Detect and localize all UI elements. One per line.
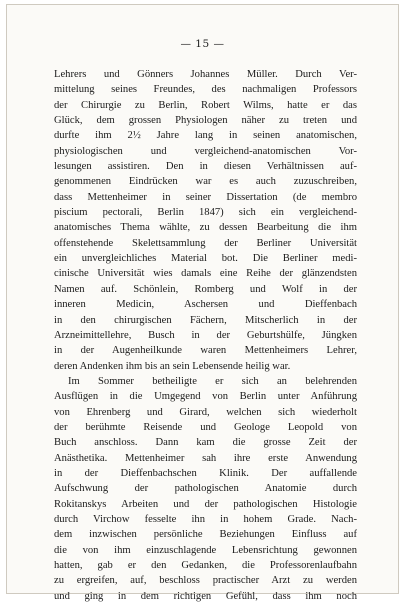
text-line: Im Sommer betheiligte er sich an belehrenden — [68, 375, 357, 387]
page-number: — 15 — — [180, 38, 225, 50]
text-line: Anästhetika. Mettenheimer sah ihre erste Anwendung — [54, 452, 357, 464]
text-line: zu ergreifen, auf, beschloss practischer Arzt zu werden — [54, 575, 357, 587]
text-line: piscium pectorali, Berlin 1847) sich ein vergleichend- — [54, 207, 357, 219]
text-line: lesungen assistiren. Den in diesen Verhältnissen auf- — [54, 161, 357, 173]
text-line: durch Virchow fesselte ihn in hohem Grade. Nach- — [54, 513, 357, 525]
text-line: physiologischen und vergleichend-anatomischen Vor- — [54, 145, 357, 157]
text-line: in der Dieffenbachschen Klinik. Der auffallende — [54, 467, 357, 479]
text-line: hatten, gab er den Gedanken, die Professorenlaufbahn — [54, 560, 357, 571]
text-line: in den chirurgischen Fächern, Mitscherlich in der — [54, 314, 357, 326]
text-line: ein unvergleichliches Material bot. Die Berliner medi- — [54, 253, 357, 265]
text-line: die von ihm einzuschlagende Lebensrichtung gewonnen — [54, 544, 357, 556]
text-line: cinische Universität wies damals eine Reihe der glänzendsten — [54, 268, 357, 280]
text-line: Aufschwung der pathologischen Anatomie durch — [54, 483, 357, 495]
text-line: Glück, dem grossen Physiologen näher zu treten und — [54, 115, 357, 127]
text-line: Rokitanskys Arbeiten und der pathologischen Histologie — [54, 498, 357, 510]
text-line: anatomisches Thema wählte, zu dessen Bearbeitung die ihm — [54, 222, 357, 234]
text-line: in der Augenheilkunde waren Mettenheimers Lehrer, — [54, 345, 357, 357]
text-line: und ging in dem richtigen Gefühl, dass ihm noch — [54, 590, 357, 602]
text-line: Arzneimittellehre, Busch in der Geburtshülfe, Jüngken — [54, 329, 357, 341]
text-line: Lehrers und Gönners Johannes Müller. Durch Ver- — [54, 69, 357, 80]
text-line: genommenen Eindrücken war es auch zuzuschreiben, — [54, 176, 357, 188]
text-line: durfte ihm 2½ Jahre lang in seinen anatomischen, — [54, 130, 357, 142]
body-text — [54, 67, 357, 604]
text-line: von Ehrenberg und Girard, welchen sich wiederholt — [54, 406, 357, 418]
text-line: inneren Medicin, Aschersen und Dieffenbach — [54, 299, 357, 311]
book-page — [6, 4, 399, 602]
text-line: deren Andenken ihm bis an sein Lebensende heilig war. — [54, 360, 291, 372]
text-line: mittelung seines Freundes, des nachmaligen Professors — [54, 84, 357, 96]
text-line: der berühmte Reisende und Geologe Leopold von — [54, 421, 357, 433]
text-line: dem inzwischen persönliche Beziehungen Einfluss auf — [54, 529, 357, 541]
text-line: der Chirurgie zu Berlin, Robert Wilms, hatte er das — [54, 99, 357, 111]
text-line: Buch anschloss. Dann kam die grosse Zeit der — [54, 437, 357, 449]
text-line: offenstehende Skelettsammlung der Berliner Universität — [54, 237, 357, 249]
text-line: Namen auf. Schönlein, Romberg und Wolf in der — [54, 283, 357, 295]
text-line: Ausflügen in die Umgegend von Berlin unter Anführung — [54, 391, 357, 403]
text-line: dass Mettenheimer in seiner Dissertation (de membro — [54, 191, 357, 203]
